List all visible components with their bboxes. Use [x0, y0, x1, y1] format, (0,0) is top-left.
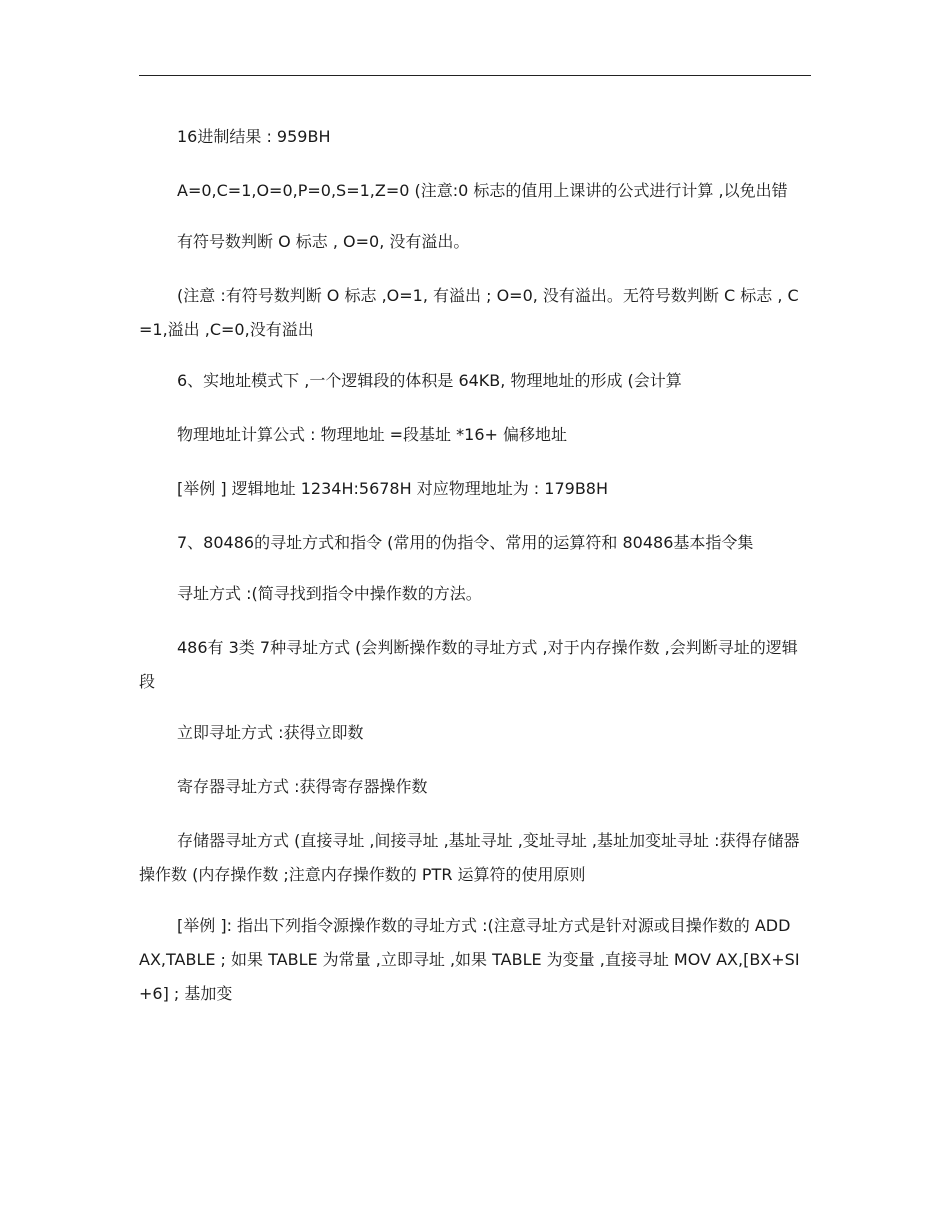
paragraph-immediate-addressing: 立即寻址方式 :获得立即数 — [177, 723, 364, 742]
paragraph-hex-result: 16进制结果 : 959BH — [177, 127, 331, 146]
paragraph-flags: A=0,C=1,O=0,P=0,S=1,Z=0 (注意:0 标志的值用上课讲的公式进行计算 ,以免出错 — [177, 181, 788, 200]
paragraph-addressing-categories: 486有 3类 7种寻址方式 (会判断操作数的寻址方式 ,对于内存操作数 ,会判断寻址的逻辑段 — [139, 638, 798, 691]
paragraph-overflow-note: (注意 :有符号数判断 O 标志 ,O=1, 有溢出 ; O=0, 没有溢出。无符号数判断 C 标志 , C=1,溢出 ,C=0,没有溢出 — [139, 286, 799, 339]
paragraph-addressing-modes-heading: 7、80486的寻址方式和指令 (常用的伪指令、常用的运算符和 80486基本指令集 — [177, 533, 754, 552]
paragraph-address-example: [举例 ] 逻辑地址 1234H:5678H 对应物理地址为 : 179B8H — [177, 479, 609, 498]
paragraph-register-addressing: 寄存器寻址方式 :获得寄存器操作数 — [177, 777, 428, 796]
paragraph-signed-overflow: 有符号数判断 O 标志 , O=0, 没有溢出。 — [177, 232, 470, 251]
paragraph-physical-address-formula: 物理地址计算公式 : 物理地址 =段基址 *16+ 偏移地址 — [177, 425, 567, 444]
header-rule — [139, 75, 811, 76]
paragraph-memory-addressing: 存储器寻址方式 (直接寻址 ,间接寻址 ,基址寻址 ,变址寻址 ,基址加变址寻址 :获得存储器操作数 (内存操作数 ;注意内存操作数的 PTR 运算符的使用原则 — [139, 831, 800, 884]
paragraph-addressing-definition: 寻址方式 :(简寻找到指令中操作数的方法。 — [177, 584, 482, 603]
paragraph-addressing-example: [举例 ]: 指出下列指令源操作数的寻址方式 :(注意寻址方式是针对源或目操作数的 ADD AX,TABLE ; 如果 TABLE 为常量 ,立即寻址 ,如果 TABLE 为变量 ,直接寻址 MOV AX,[BX+SI+6] ; 基加变 — [139, 916, 800, 1003]
document-body — [139, 120, 804, 1028]
paragraph-real-mode: 6、实地址模式下 ,一个逻辑段的体积是 64KB, 物理地址的形成 (会计算 — [177, 371, 682, 390]
